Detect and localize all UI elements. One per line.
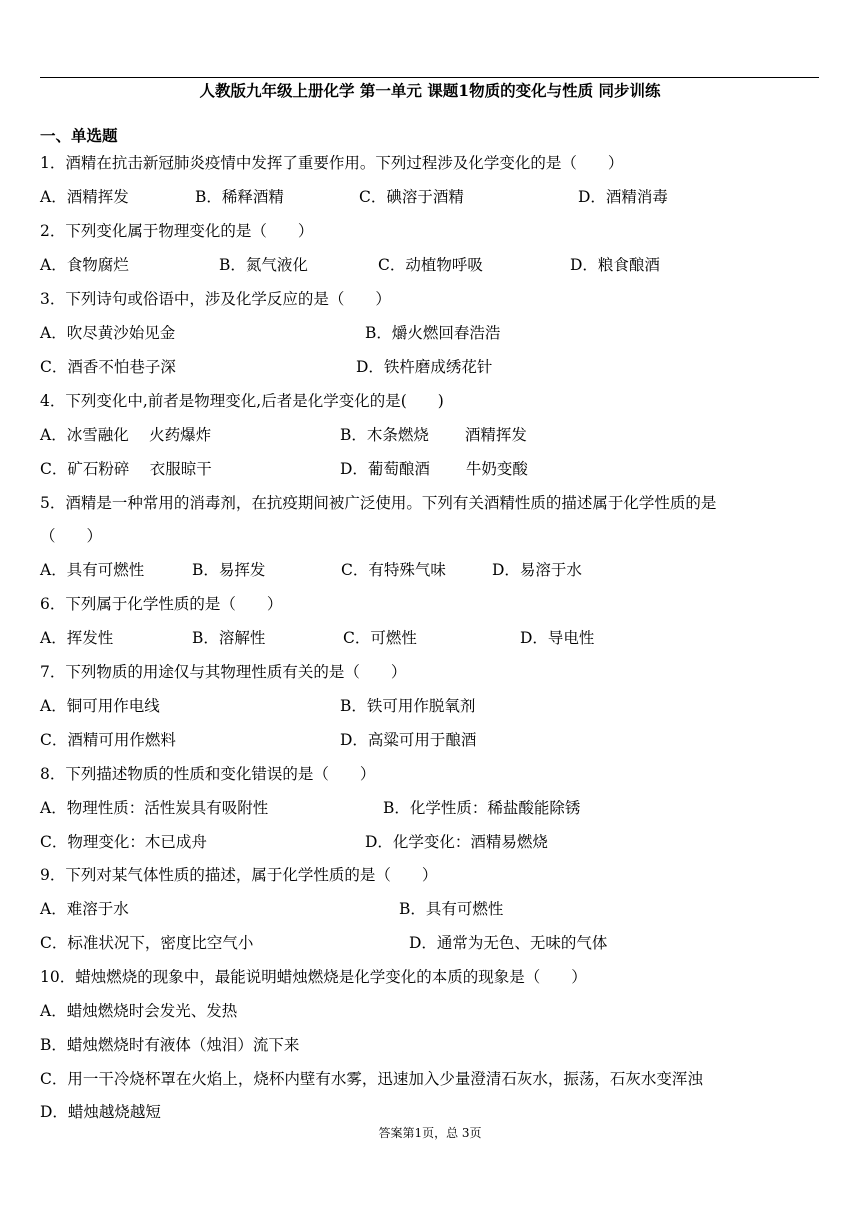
question-5-option-a: A．具有可燃性 xyxy=(40,561,145,579)
question-10-stem: 10．蜡烛燃烧的现象中，最能说明蜡烛燃烧是化学变化的本质的现象是（ ） xyxy=(40,968,587,986)
question-2-stem: 2．下列变化属于物理变化的是（ ） xyxy=(40,222,314,240)
question-8-options-row1 xyxy=(40,796,820,820)
question-7-option-c: C．酒精可用作燃料 xyxy=(40,731,176,749)
question-5-option-b: B．易挥发 xyxy=(192,561,266,579)
question-9-options-row1 xyxy=(40,897,820,921)
question-6-options xyxy=(40,626,820,650)
question-8-options-row2 xyxy=(40,830,820,854)
question-5-stem: 5．酒精是一种常用的消毒剂，在抗疫期间被广泛使用。下列有关酒精性质的描述属于化学性质的是 xyxy=(40,494,717,512)
page-footer: 答案第1页，总 3页 xyxy=(378,1126,482,1140)
question-10-option-c: C．用一干冷烧杯罩在火焰上，烧杯内壁有水雾，迅速加入少量澄清石灰水，振荡，石灰水变浑浊 xyxy=(40,1070,703,1088)
question-9-stem: 9．下列对某气体性质的描述，属于化学性质的是（ ） xyxy=(40,866,438,884)
question-1-option-d: D．酒精消毒 xyxy=(578,188,668,206)
question-6-option-b: B．溶解性 xyxy=(192,629,266,647)
question-5-stem-continued: （ ） xyxy=(40,527,103,545)
question-8-stem: 8．下列描述物质的性质和变化错误的是（ ） xyxy=(40,765,376,783)
question-7-option-b: B．铁可用作脱氧剂 xyxy=(340,697,476,715)
question-6-option-d: D．导电性 xyxy=(520,629,595,647)
question-3-option-b: B．爝火燃回春浩浩 xyxy=(365,324,501,342)
question-1-options xyxy=(40,185,820,209)
question-9-option-d: D．通常为无色、无味的气体 xyxy=(409,934,608,952)
question-1-option-b: B．稀释酒精 xyxy=(195,188,284,206)
question-5-option-d: D．易溶于水 xyxy=(492,561,582,579)
question-3-options-row1 xyxy=(40,321,820,345)
question-1-option-a: A．酒精挥发 xyxy=(40,188,129,206)
question-4-option-a: A．冰雪融化 火药爆炸 xyxy=(40,426,212,444)
question-7-option-d: D．高粱可用于酿酒 xyxy=(340,731,477,749)
question-4-option-b: B．木条燃烧 酒精挥发 xyxy=(340,426,527,444)
question-6-option-c: C．可燃性 xyxy=(343,629,417,647)
question-2-option-a: A．食物腐烂 xyxy=(40,256,129,274)
question-4-options-row1 xyxy=(40,423,820,447)
question-2-options xyxy=(40,253,820,277)
question-1-option-c: C．碘溶于酒精 xyxy=(359,188,464,206)
question-7-stem: 7．下列物质的用途仅与其物理性质有关的是（ ） xyxy=(40,663,407,681)
question-8-option-d: D．化学变化：酒精易燃烧 xyxy=(365,833,548,851)
question-2-option-b: B．氮气液化 xyxy=(219,256,308,274)
question-1-stem: 1．酒精在抗击新冠肺炎疫情中发挥了重要作用。下列过程涉及化学变化的是（ ） xyxy=(40,154,624,172)
question-5-options xyxy=(40,558,820,582)
question-3-option-d: D．铁杵磨成绣花针 xyxy=(356,358,493,376)
question-10-option-d: D．蜡烛越烧越短 xyxy=(40,1103,161,1121)
question-9-option-b: B．具有可燃性 xyxy=(399,900,504,918)
document-title: 人教版九年级上册化学 第一单元 课题1物质的变化与性质 同步训练 xyxy=(199,81,661,100)
question-3-option-c: C．酒香不怕巷子深 xyxy=(40,358,176,376)
question-10-option-a: A．蜡烛燃烧时会发光、发热 xyxy=(40,1002,238,1020)
question-6-stem: 6．下列属于化学性质的是（ ） xyxy=(40,595,283,613)
question-3-stem: 3．下列诗句或俗语中，涉及化学反应的是（ ） xyxy=(40,290,391,308)
question-8-option-b: B．化学性质：稀盐酸能除锈 xyxy=(383,799,581,817)
question-4-option-c: C．矿石粉碎 衣服晾干 xyxy=(40,460,212,478)
question-8-option-a: A．物理性质：活性炭具有吸附性 xyxy=(40,799,269,817)
question-3-options-row2 xyxy=(40,355,820,379)
question-4-options-row2 xyxy=(40,457,820,481)
question-9-option-c: C．标准状况下，密度比空气小 xyxy=(40,934,254,952)
question-6-option-a: A．挥发性 xyxy=(40,629,114,647)
question-3-option-a: A．吹尽黄沙始见金 xyxy=(40,324,176,342)
question-7-options-row2 xyxy=(40,728,820,752)
question-2-option-c: C．动植物呼吸 xyxy=(378,256,483,274)
question-9-options-row2 xyxy=(40,931,820,955)
question-7-option-a: A．铜可用作电线 xyxy=(40,697,160,715)
question-2-option-d: D．粮食酿酒 xyxy=(570,256,660,274)
section-heading: 一、单选题 xyxy=(40,126,118,145)
question-4-option-d: D．葡萄酿酒 牛奶变酸 xyxy=(340,460,528,478)
question-7-options-row1 xyxy=(40,694,820,718)
question-8-option-c: C．物理变化：木已成舟 xyxy=(40,833,207,851)
question-5-option-c: C．有特殊气味 xyxy=(341,561,446,579)
question-4-stem: 4．下列变化中,前者是物理变化,后者是化学变化的是( ) xyxy=(40,392,444,410)
question-10-option-b: B．蜡烛燃烧时有液体（烛泪）流下来 xyxy=(40,1036,300,1054)
header-rule xyxy=(40,77,819,78)
question-9-option-a: A．难溶于水 xyxy=(40,900,129,918)
